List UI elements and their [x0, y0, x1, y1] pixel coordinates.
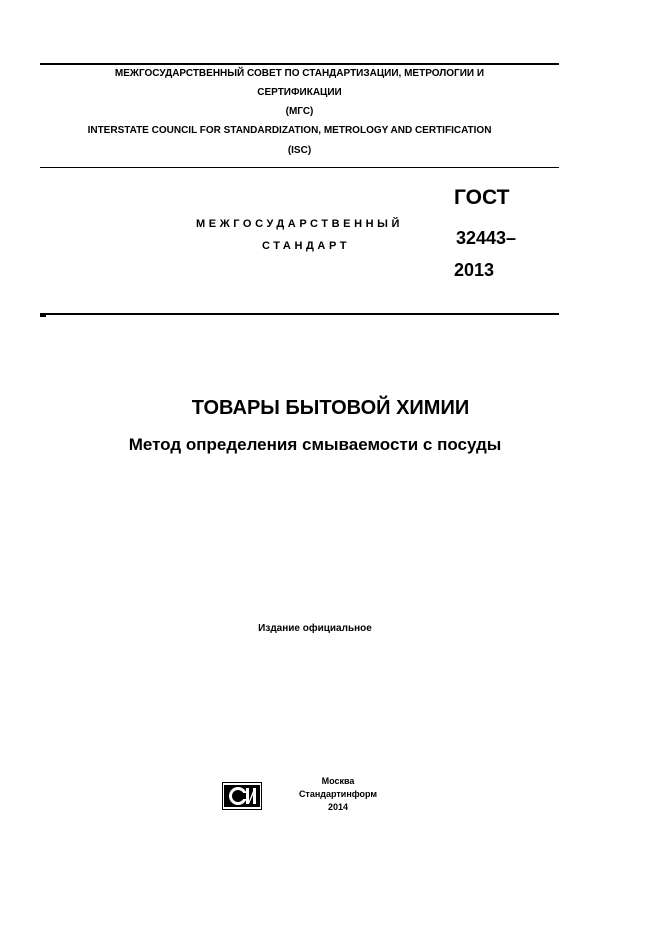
standard-bottom-rule	[40, 313, 559, 315]
top-rule	[40, 63, 559, 65]
council-ru-line2: СЕРТИФИКАЦИИ	[257, 87, 342, 98]
standard-number: 32443–	[456, 228, 517, 248]
document-title: ТОВАРЫ БЫТОВОЙ ХИМИИ	[191, 397, 470, 419]
council-ru-abbr: (МГС)	[285, 106, 314, 117]
publisher-year: 2014	[327, 802, 349, 812]
council-en-line: INTERSTATE COUNCIL FOR STANDARDIZATION, METROLOGY AND CERTIFICATION	[87, 125, 492, 136]
council-bottom-rule	[40, 167, 559, 168]
rule-tick	[40, 315, 46, 317]
standard-type-line1: МЕЖГОСУДАРСТВЕННЫЙ	[196, 218, 404, 230]
standard-year: 2013	[454, 260, 495, 280]
council-en-abbr: (ISC)	[287, 145, 312, 156]
standard-code: ГОСТ	[454, 186, 510, 209]
standartinform-logo-icon	[222, 782, 262, 810]
document-subtitle: Метод определения смываемости с посуды	[128, 435, 502, 454]
publisher-city: Москва	[321, 776, 355, 786]
standard-type-line2: СТАНДАРТ	[262, 240, 351, 252]
edition-label: Издание официальное	[258, 623, 372, 634]
publisher-name: Стандартинформ	[298, 789, 378, 799]
council-ru-line1: МЕЖГОСУДАРСТВЕННЫЙ СОВЕТ ПО СТАНДАРТИЗАЦИИ, МЕТРОЛОГИИ И	[114, 68, 485, 79]
